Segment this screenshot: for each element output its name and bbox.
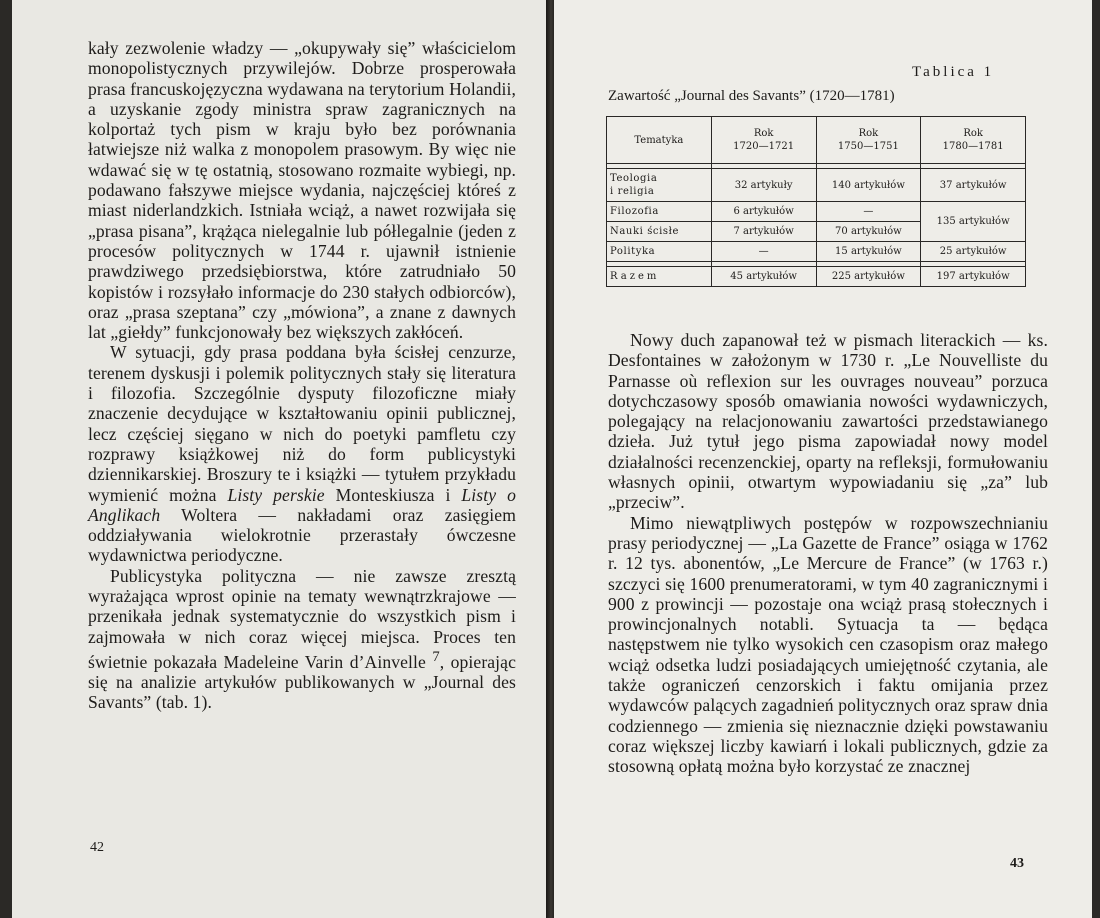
cell-value: 140 artykułów <box>816 169 921 202</box>
right-page-text <box>608 330 1048 777</box>
paragraph: Mimo niewątpliwych postępów w rozpowszechnianiu prasy periodycznej — „La Gazette de France” osiąga w 1762 r. 12 tys. abonentów, „Le Mercure de France” (w 1763 r.) szczyci się 1600 prenumeratorami, w tym 40 zagranicznymi i 900 z prowincji — pozostaje ona wciąż prasą stołecznych i prowincjonalnych notabli. Sytuacja ta — będąca następstwem nie tylko wysokich cen czasopism oraz małego wciąż odsetka ludzi posiadających umiejętność czytania, ale także ograniczeń cenzorskich i faktu omijania przez wydawców palących zagadnień politycznych oraz spraw dnia codziennego — zmienia się nieznacznie dzięki powstawaniu coraz większej liczby kawiarń i lokali publicznych, gdzie za stosowną opłatą można było korzystać ze znacznej <box>608 512 1048 777</box>
content-table <box>606 116 1026 287</box>
cell-value: 25 artykułów <box>921 242 1026 262</box>
cell-value: — <box>816 202 921 222</box>
page-number-right: 43 <box>1010 856 1024 871</box>
cell-topic: Filozofia <box>607 202 712 222</box>
left-page <box>12 0 548 918</box>
paragraph: W sytuacji, gdy prasa poddana była ścisłej cenzurze, terenem dyskusji i polemik politycznych stały się literatura i filozofia. Szczególnie dysputy filozoficzne miały znaczenie decydujące w kształtowaniu opinii publicznej, lecz częściej sięgano w nich do poetyki pamfletu czy rozprawy książkowej niż do form publicystyki dziennikarskiej. Broszury te i książki — tytułem przykładu wymienić można Listy perskie Monteskiusza i Listy o Anglikach Woltera — nakładami oraz zasięgiem oddziaływania wielokrotnie przerastały ówczesne wydawnictwa periodyczne. <box>88 342 516 566</box>
cell-value: 225 artykułów <box>816 267 921 287</box>
left-page-text <box>88 38 516 713</box>
paragraph: Publicystyka polityczna — nie zawsze zresztą wyrażająca wprost opinie na tematy wewnątrzkrajowe — przenikała jednak systematycznie do wszystkich pism i zajmowała w nich coraz więcej miejsca. Proces ten świetnie pokazała Madeleine Varin d’Ainvelle $^7$, opierając się na analizie artykułów publikowanych w „Journal des Savants” (tab. 1). <box>88 565 516 713</box>
cell-value: — <box>711 242 816 262</box>
page-number-left: 42 <box>90 840 104 855</box>
table-total-row <box>607 267 1026 287</box>
cell-topic: Nauki ścisłe <box>607 222 712 242</box>
cell-value-merged: 135 artykułów <box>921 202 1026 242</box>
cell-value: 15 artykułów <box>816 242 921 262</box>
cell-topic: Teologia i religia <box>607 169 712 202</box>
table-row <box>607 169 1026 202</box>
cell-value: 7 artykułów <box>711 222 816 242</box>
header-topic: Tematyka <box>607 117 712 164</box>
cell-value: 45 artykułów <box>711 267 816 287</box>
cell-total-label: Razem <box>607 267 712 287</box>
header-year-1750: Rok 1750—1751 <box>816 117 921 164</box>
paragraph: Nowy duch zapanował też w pismach literackich — ks. Desfontaines w założonym w 1730 r. „Le Nouvelliste du Parnasse où reflexion sur les ouvrages nouveau” porzuca dotychczasowy sposób omawiania nowości wydawniczych, polegający na relacjonowaniu zawartości przedstawianego dzieła. Już tytuł jego pisma zapowiadał nowy model działalności recenzenckiej, oparty na refleksji, formułowaniu własnych opinii, otwartym wypowiadaniu się „za” lub „przeciw”. <box>608 330 1048 513</box>
table-caption: Zawartość „Journal des Savants” (1720—1781) <box>608 88 895 104</box>
cell-value: 32 artykuły <box>711 169 816 202</box>
paragraph: kały zezwolenie władzy — „okupywały się” właścicielom monopolistycznych przywilejów. Dobrze prosperowała prasa francuskojęzyczna wydawana na terytorium Holandii, a uzyskanie zgody ministra spraw zagranicznych na kolportaż tych pism w kraju było bez porównania łatwiejsze niż walka z monopolem prasowym. By więc nie wdawać się w tę ostatnią, stosowano rozmaite wybiegi, np. podawano fałszywe miejsce wydania, najczęściej któreś z miast niderlandzkich. Istniała wciąż, a nawet rozwijała się „prasa pisana”, krążąca nielegalnie lub półlegalnie (jeden z procesów politycznych w 1744 r. ujawnił istnienie prawdziwego przedsiębiorstwa, które zatrudniało 50 kopistów i rozsyłało informacje do 230 stałych odbiorców), oraz „prasa szeptana” czy „mówiona”, a znane z dawnych lat „giełdy” funkcjonowały bez większych zakłóceń. <box>88 38 516 343</box>
table-header-row <box>607 117 1026 164</box>
cell-value: 37 artykułów <box>921 169 1026 202</box>
table-row <box>607 202 1026 222</box>
cell-value: 70 artykułów <box>816 222 921 242</box>
table-label: Tablica 1 <box>912 64 995 80</box>
cell-topic: Polityka <box>607 242 712 262</box>
header-year-1780: Rok 1780—1781 <box>921 117 1026 164</box>
table-row <box>607 242 1026 262</box>
header-year-1720: Rok 1720—1721 <box>711 117 816 164</box>
right-page <box>554 0 1092 918</box>
cell-value: 6 artykułów <box>711 202 816 222</box>
cell-value: 197 artykułów <box>921 267 1026 287</box>
